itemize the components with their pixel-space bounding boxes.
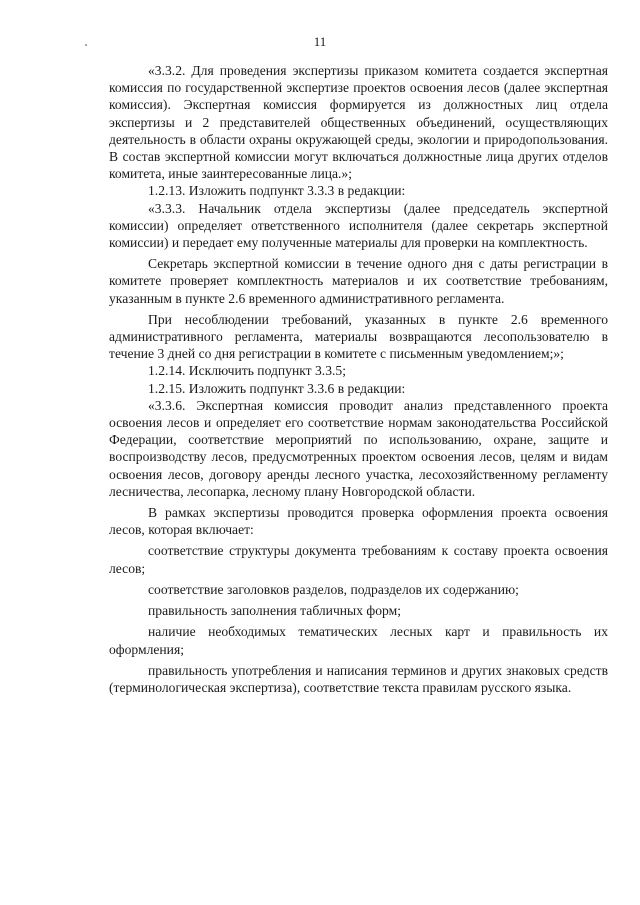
paragraph-3-3-3: «3.3.3. Начальник отдела экспертизы (далее председатель экспертной комиссии) определяет ответственного исполнителя (далее секретарь экспертной комиссии) и передает ему полученные материалы для проверки на комплектность. — [109, 200, 608, 251]
document-body — [109, 62, 608, 696]
list-item-structure: соответствие структуры документа требованиям к составу проекта освоения лесов; — [109, 543, 608, 576]
list-item-maps: наличие необходимых тематических лесных карт и правильность их оформления; — [109, 624, 608, 657]
paragraph-1-2-15: 1.2.15. Изложить подпункт 3.3.6 в редакции: — [148, 380, 406, 396]
paragraph-secretary-check: Секретарь экспертной комиссии в течение одного дня с даты регистрации в комитете проверяет комплектность материалов и их соответствие требованиям, указанным в пункте 2.6 временного административного регламента. — [109, 256, 608, 306]
paragraph-1-2-14: 1.2.14. Исключить подпункт 3.3.5; — [148, 363, 346, 379]
paragraph-noncompliance: При несоблюдении требований, указанных в пункте 2.6 временного административного регламента, материалы возвращаются лесопользователю в течение 3 дней со дня регистрации в комитете с письменным уведомлением;»; — [109, 311, 608, 362]
page-number: 11 — [313, 34, 327, 49]
list-item-headings: соответствие заголовков разделов, подразделов их содержанию; — [148, 581, 519, 597]
list-item-tables: правильность заполнения табличных форм; — [148, 603, 401, 619]
paragraph-3-3-2: «3.3.2. Для проведения экспертизы приказом комитета создается экспертная комиссия по государственной экспертизе проектов освоения лесов (далее экспертная комиссия). Экспертная комиссия формируется из должностных лиц отдела экспертизы и 2 представителей общественных объединений, осуществляющих деятельность в области охраны окружающей среды, экологии и природопользования. В состав экспертной комиссии могут включаться должностные лица других отделов комитета, иные заинтересованные лица.»; — [109, 63, 608, 182]
paragraph-expertise-scope: В рамках экспертизы проводится проверка оформления проекта освоения лесов, которая включает: — [109, 505, 608, 538]
paragraph-3-3-6: «3.3.6. Экспертная комиссия проводит анализ представленного проекта освоения лесов и определяет его соответствие нормам законодательства Российской Федерации, соответствие мероприятий по использованию, охране, защите и воспроизводству лесов, предусмотренных проектом освоения лесов, целям и видам освоения лесов, договору аренды лесного участка, лесохозяйственному регламенту лесничества, лесопарка, лесному плану Новгородской области. — [109, 397, 608, 499]
paragraph-1-2-13: 1.2.13. Изложить подпункт 3.3.3 в редакции: — [148, 183, 406, 199]
list-item-terminology: правильность употребления и написания терминов и других знаковых средств (терминологическая экспертиза), соответствие текста правилам русского языка. — [109, 662, 608, 695]
